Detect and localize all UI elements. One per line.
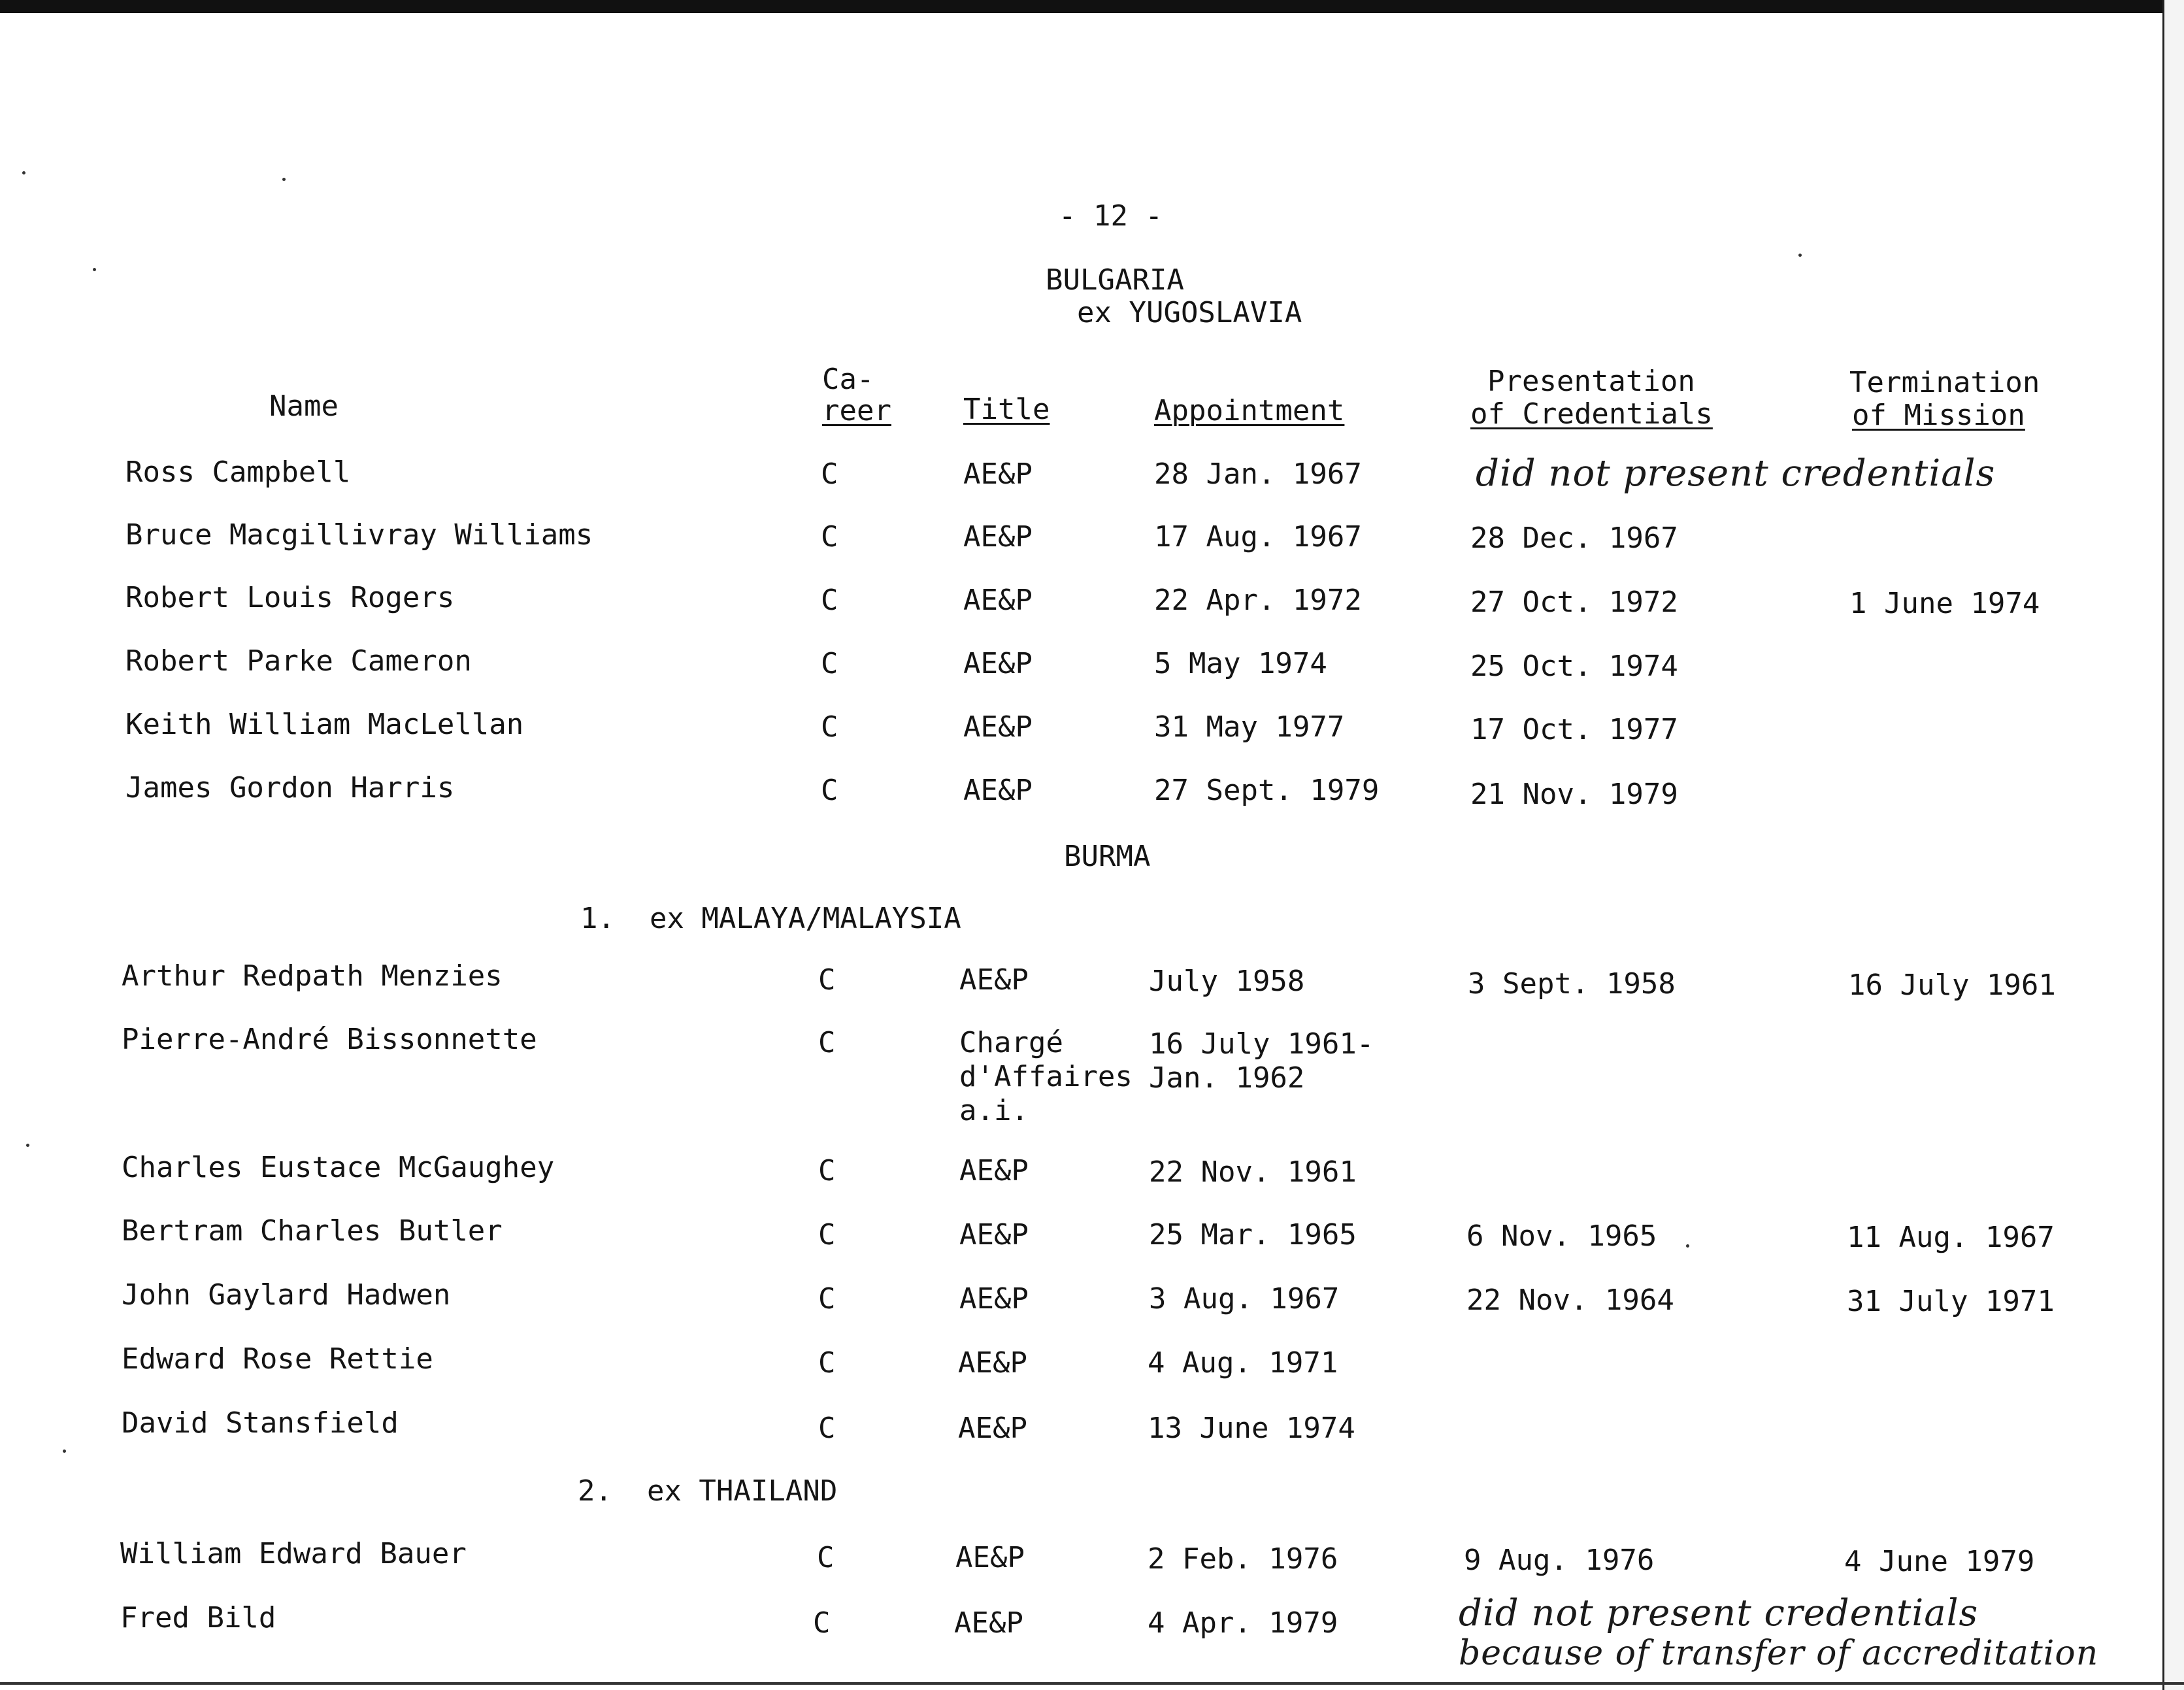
cell-appointment: 31 May 1977 [1154,710,1345,744]
handwritten-note: did not present credentials [1476,452,1996,495]
scan-bottom-line [0,1682,2184,1685]
cell-name: Pierre-André Bissonnette [122,1023,537,1056]
cell-name: William Edward Bauer [120,1537,467,1570]
cell-appointment: 28 Jan. 1967 [1154,457,1362,491]
cell-presentation: 9 Aug. 1976 [1464,1544,1655,1577]
subsection-malaya: 1. ex MALAYA/MALAYSIA [580,902,961,935]
cell-title: AE&P [959,1282,1029,1316]
cell-appointment: 4 Aug. 1971 [1148,1346,1338,1380]
header-termination-bottom: of Mission [1852,399,2025,432]
cell-career: C [818,1346,836,1380]
scan-right-edge [2162,0,2184,1690]
header-career-top: Ca- [822,363,874,396]
cell-presentation: 17 Oct. 1977 [1470,713,1678,746]
cell-career: C [818,1154,836,1187]
cell-career: C [818,1026,836,1059]
cell-termination: 31 July 1971 [1847,1285,2055,1318]
cell-career: C [818,963,836,997]
cell-career: C [818,1282,836,1316]
cell-presentation: 27 Oct. 1972 [1470,586,1678,619]
cell-title: AE&P [963,520,1033,554]
cell-appointment: 2 Feb. 1976 [1148,1542,1338,1576]
scan-speck [93,268,96,271]
cell-name: Ross Campbell [125,456,351,489]
cell-name: Arthur Redpath Menzies [122,959,503,993]
cell-title: AE&P [963,647,1033,680]
cell-name: James Gordon Harris [125,771,455,804]
cell-appointment: 4 Apr. 1979 [1148,1606,1338,1640]
scan-speck [1686,1244,1689,1248]
cell-presentation: 22 Nov. 1964 [1466,1284,1674,1317]
cell-career: C [821,774,838,807]
cell-career: C [821,584,838,617]
cell-appointment: 22 Nov. 1961 [1149,1155,1357,1189]
cell-name: Edward Rose Rettie [122,1342,433,1376]
header-termination-top: Termination [1849,366,2040,399]
header-title: Title [963,393,1050,426]
cell-career: C [818,1218,836,1251]
cell-career: C [813,1606,831,1640]
cell-appointment: 5 May 1974 [1154,647,1327,680]
cell-title: Chargé d'Affaires a.i. [959,1026,1133,1127]
cell-termination: 11 Aug. 1967 [1847,1221,2055,1254]
cell-career: C [818,1412,836,1445]
cell-appointment: 22 Apr. 1972 [1154,584,1362,617]
cell-title: AE&P [954,1606,1023,1640]
scan-speck [63,1450,66,1453]
cell-title: AE&P [959,1154,1029,1187]
header-career-bottom: reer [822,394,891,427]
section-title-burma: BURMA [1064,840,1151,873]
cell-title: AE&P [963,584,1033,617]
cell-name: Robert Parke Cameron [125,644,472,678]
cell-termination: 4 June 1979 [1844,1545,2035,1578]
cell-appointment: 3 Aug. 1967 [1149,1282,1340,1316]
cell-name: Bertram Charles Butler [122,1214,503,1248]
header-name: Name [269,389,339,423]
cell-appointment: 27 Sept. 1979 [1154,774,1380,807]
cell-name: Charles Eustace McGaughey [122,1151,555,1184]
cell-termination: 16 July 1961 [1848,969,2056,1002]
cell-name: Bruce Macgillivray Williams [125,518,593,552]
scan-top-border [0,0,2184,13]
cell-presentation: 6 Nov. 1965 [1466,1219,1657,1253]
scan-speck [22,171,25,174]
cell-title: AE&P [958,1412,1027,1445]
cell-name: John Gaylard Hadwen [122,1278,451,1312]
cell-career: C [821,710,838,744]
handwritten-note: because of transfer of accreditation [1459,1634,2099,1673]
cell-presentation: 25 Oct. 1974 [1470,650,1678,683]
cell-termination: 1 June 1974 [1849,587,2040,620]
cell-title: AE&P [958,1346,1027,1380]
header-appointment: Appointment [1154,394,1345,427]
section-title-bulgaria: BULGARIA [1046,263,1184,297]
cell-appointment: 17 Aug. 1967 [1154,520,1362,554]
cell-title: AE&P [963,774,1033,807]
cell-name: David Stansfield [122,1406,399,1440]
cell-name: Fred Bild [120,1601,276,1634]
scan-speck [1798,254,1802,257]
scan-speck [26,1144,29,1147]
cell-presentation: 21 Nov. 1979 [1470,778,1678,811]
scan-speck [282,178,286,181]
cell-appointment: 16 July 1961- Jan. 1962 [1149,1027,1374,1095]
cell-title: AE&P [963,710,1033,744]
cell-name: Robert Louis Rogers [125,581,455,614]
cell-title: AE&P [959,1218,1029,1251]
cell-appointment: July 1958 [1149,965,1305,998]
cell-name: Keith William MacLellan [125,708,524,741]
header-presentation-bottom: of Credentials [1470,397,1713,431]
cell-career: C [821,520,838,554]
cell-title: AE&P [955,1541,1025,1574]
cell-career: C [821,647,838,680]
cell-title: AE&P [963,457,1033,491]
cell-presentation: 3 Sept. 1958 [1468,967,1676,1001]
cell-presentation: 28 Dec. 1967 [1470,522,1678,555]
cell-title: AE&P [959,963,1029,997]
cell-appointment: 25 Mar. 1965 [1149,1218,1357,1251]
cell-career: C [821,457,838,491]
page-number: - 12 - [1059,199,1163,233]
handwritten-note: did not present credentials [1459,1592,1979,1634]
cell-career: C [817,1541,835,1574]
section-subtitle-yugoslavia: ex YUGOSLAVIA [1077,296,1302,329]
subsection-thailand: 2. ex THAILAND [578,1474,838,1508]
cell-appointment: 13 June 1974 [1148,1412,1355,1445]
header-presentation-top: Presentation [1487,365,1695,398]
